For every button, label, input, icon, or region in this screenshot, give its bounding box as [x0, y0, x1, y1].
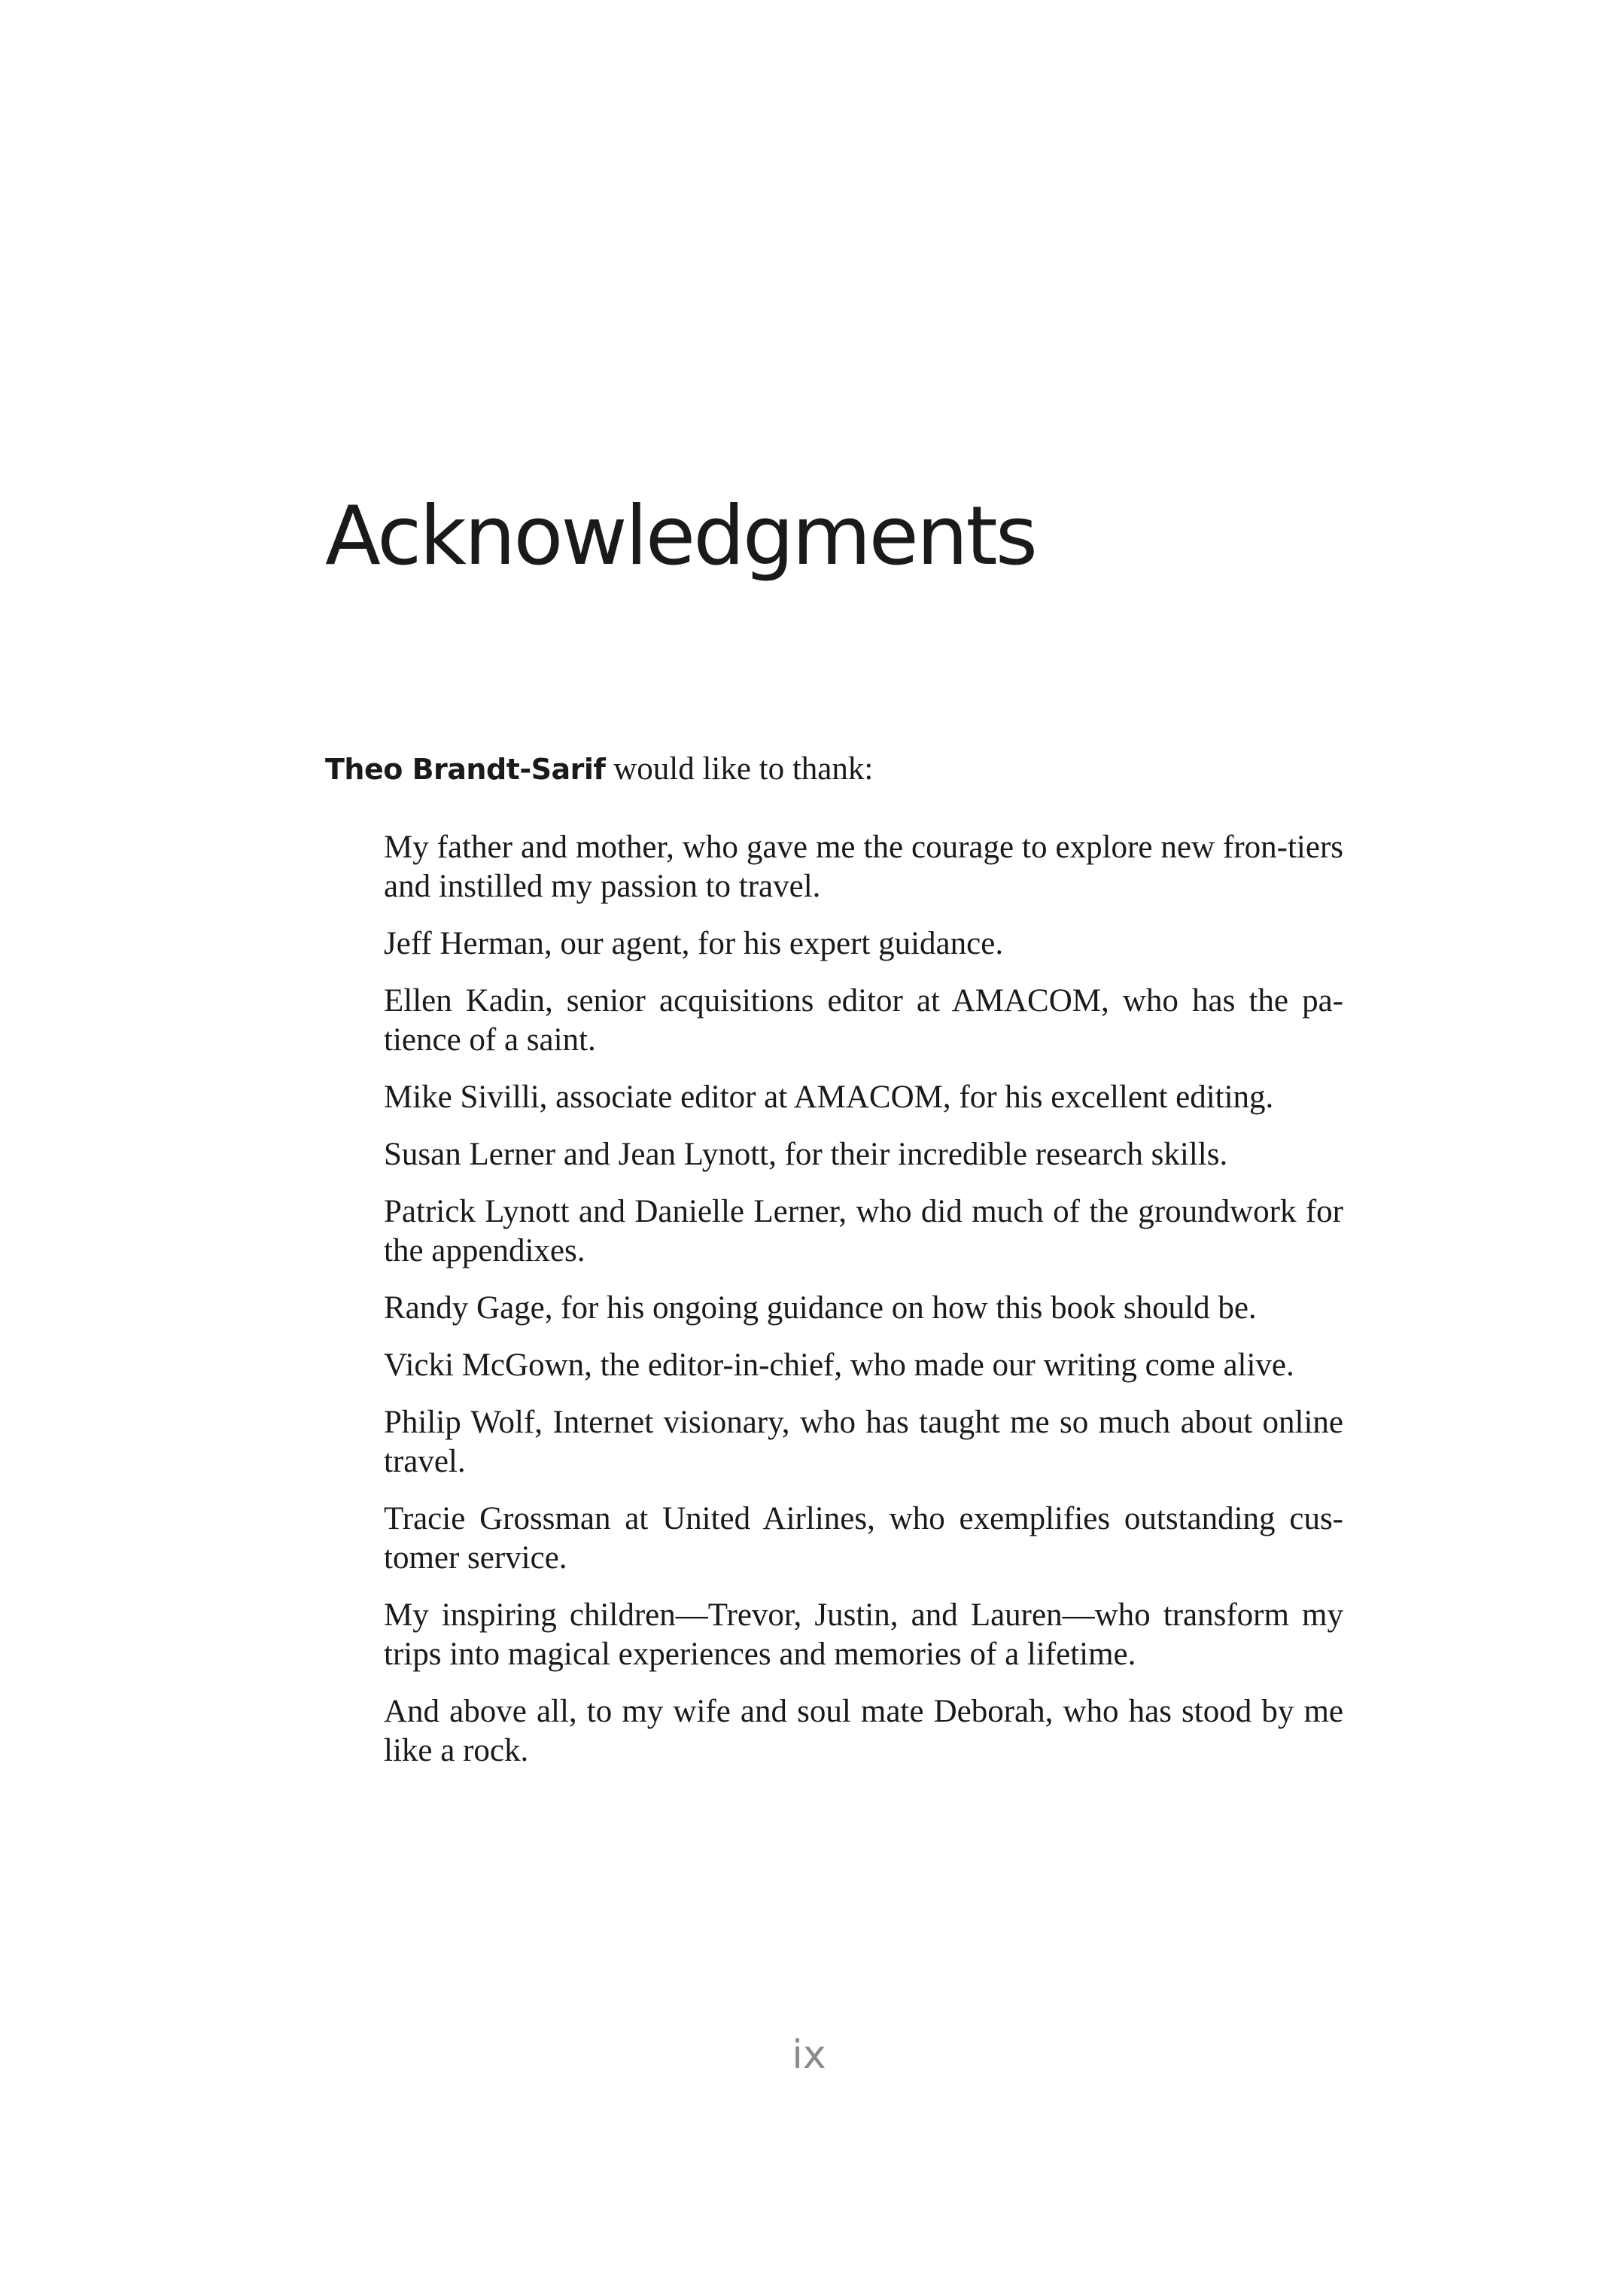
- intro-text: would like to thank:: [605, 751, 874, 787]
- acknowledgment-item: Randy Gage, for his ongoing guidance on how this book should be.: [384, 1290, 1257, 1326]
- acknowledgment-item: Ellen Kadin, senior acquisitions editor at AMACOM, who has the pa-tience of a saint.: [384, 983, 1343, 1058]
- author-name: Theo Brandt-Sarif: [325, 753, 606, 786]
- chapter-title: Acknowledgments: [325, 489, 1036, 583]
- acknowledgment-item: Tracie Grossman at United Airlines, who exemplifies outstanding cus-tomer service.: [384, 1501, 1343, 1576]
- acknowledgment-item: Patrick Lynott and Danielle Lerner, who did much of the groundwork for the appendixes.: [384, 1194, 1343, 1268]
- acknowledgment-list: [384, 828, 1343, 1789]
- acknowledgment-item: My inspiring children—Trevor, Justin, and Lauren—who transform my trips into magical experiences and memories of a lifetime.: [384, 1597, 1343, 1672]
- acknowledgment-item: Vicki McGown, the editor-in-chief, who made our writing come alive.: [384, 1347, 1294, 1383]
- acknowledgment-item: My father and mother, who gave me the courage to explore new fron-tiers and instilled my passion to travel.: [384, 830, 1343, 904]
- page-number: ix: [792, 2033, 826, 2078]
- acknowledgment-item: Susan Lerner and Jean Lynott, for their incredible research skills.: [384, 1137, 1228, 1172]
- acknowledgment-item: Jeff Herman, our agent, for his expert guidance.: [384, 926, 1004, 961]
- acknowledgment-item: Philip Wolf, Internet visionary, who has taught me so much about online travel.: [384, 1405, 1343, 1479]
- intro-line: [325, 750, 873, 789]
- acknowledgment-item: And above all, to my wife and soul mate Deborah, who has stood by me like a rock.: [384, 1694, 1343, 1768]
- acknowledgment-item: Mike Sivilli, associate editor at AMACOM, for his excellent editing.: [384, 1079, 1274, 1115]
